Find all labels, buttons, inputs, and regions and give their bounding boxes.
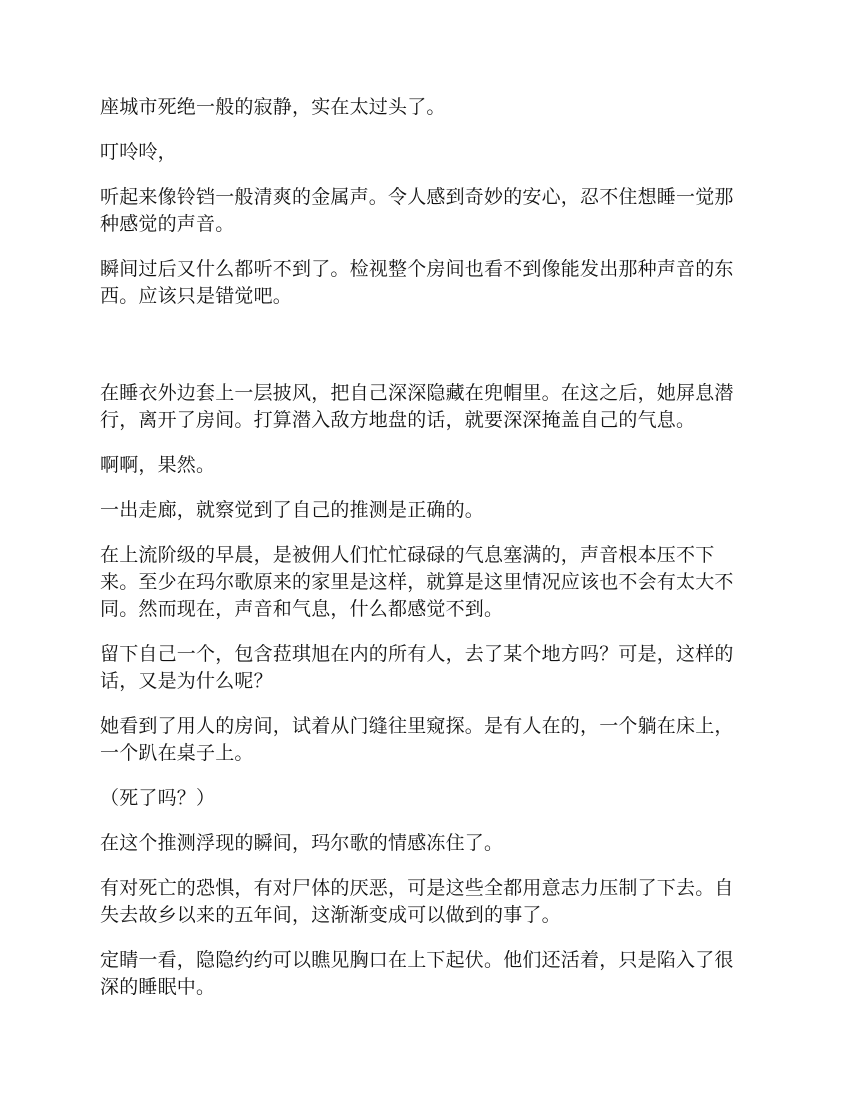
paragraph-12: 在这个推测浮现的瞬间，玛尔歌的情感冻住了。 bbox=[100, 832, 504, 854]
paragraph-10: 她看到了用人的房间，试着从门缝往里窥探。是有人在的，一个躺在床上，一个趴在桌子上。 bbox=[100, 715, 734, 764]
paragraph-2: 叮呤呤， bbox=[100, 141, 177, 163]
paragraph-7: 一出走廊，就察觉到了自己的推测是正确的。 bbox=[100, 499, 485, 521]
paragraph-14: 定睛一看，隐隐约约可以瞧见胸口在上下起伏。他们还活着，只是陷入了很深的睡眠中。 bbox=[100, 949, 734, 998]
section-break bbox=[100, 328, 750, 380]
paragraph-1: 座城市死绝一般的寂静，实在太过头了。 bbox=[100, 96, 446, 118]
document-page bbox=[100, 94, 750, 1019]
paragraph-13: 有对死亡的恐惧，有对尸体的厌恶，可是这些全都用意志力压制了下去。自失去故乡以来的五年间，这渐渐变成可以做到的事了。 bbox=[100, 877, 734, 926]
paragraph-3: 听起来像铃铛一般清爽的金属声。令人感到奇妙的安心，忍不住想睡一觉那种感觉的声音。 bbox=[100, 186, 734, 235]
paragraph-5: 在睡衣外边套上一层披风，把自己深深隐藏在兜帽里。在这之后，她屏息潜行，离开了房间。打算潜入敌方地盘的话，就要深深掩盖自己的气息。 bbox=[100, 382, 734, 431]
paragraph-11: （死了吗？） bbox=[100, 787, 216, 809]
paragraph-4: 瞬间过后又什么都听不到了。检视整个房间也看不到像能发出那种声音的东西。应该只是错觉吧。 bbox=[100, 258, 734, 307]
paragraph-9: 留下自己一个，包含菈琪旭在内的所有人，去了某个地方吗？可是，这样的话，又是为什么呢？ bbox=[100, 643, 734, 692]
paragraph-8: 在上流阶级的早晨，是被佣人们忙忙碌碌的气息塞满的，声音根本压不下来。至少在玛尔歌原来的家里是这样，就算是这里情况应该也不会有太大不同。然而现在，声音和气息，什么都感觉不到。 bbox=[100, 544, 734, 620]
paragraph-6: 啊啊，果然。 bbox=[100, 454, 216, 476]
